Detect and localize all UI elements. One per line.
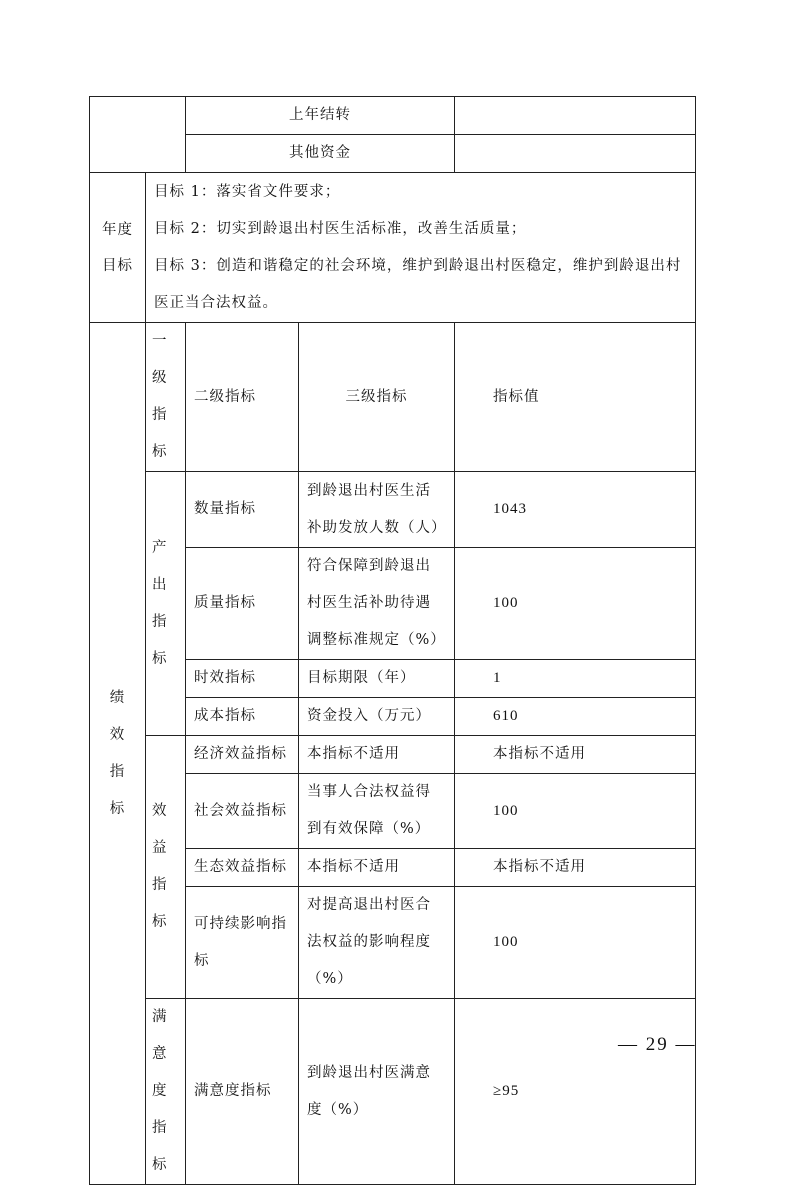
annual-goals-content [146,173,696,323]
performance-goals-table [89,96,696,1185]
header-level2: 二级指标 [186,323,299,472]
benefit-value-economic: 本指标不适用 [455,736,696,774]
benefit-level3-social: 当事人合法权益得 到有效保障（%） [299,774,455,849]
satisfaction-indicators-label: 满意 度指 标 [146,999,186,1185]
prev-year-carryover-value [455,97,696,135]
output-value-timeliness: 1 [455,660,696,698]
prev-year-carryover-label: 上年结转 [186,97,455,135]
benefit-level2-sustainable: 可持续影响指 标 [186,887,299,999]
header-level1: 一级 指标 [146,323,186,472]
other-funds-label: 其他资金 [186,135,455,173]
output-level3-cost: 资金投入（万元） [299,698,455,736]
header-value: 指标值 [455,323,696,472]
benefit-value-sustainable: 100 [455,887,696,999]
benefit-level3-ecological: 本指标不适用 [299,849,455,887]
benefit-level2-ecological: 生态效益指标 [186,849,299,887]
output-level2-quantity: 数量指标 [186,472,299,548]
benefit-value-social: 100 [455,774,696,849]
benefit-indicators-label: 效益 指标 [146,736,186,999]
benefit-value-ecological: 本指标不适用 [455,849,696,887]
output-level2-cost: 成本指标 [186,698,299,736]
output-level3-quantity: 到龄退出村医生活 补助发放人数（人） [299,472,455,548]
output-level2-timeliness: 时效指标 [186,660,299,698]
output-indicators-label: 产出 指标 [146,472,186,736]
other-funds-value [455,135,696,173]
benefit-level2-economic: 经济效益指标 [186,736,299,774]
satisfaction-value: ≥95 [455,999,696,1185]
goal-2: 目标 2：切实到龄退出村医生活标准，改善生活质量； [154,220,527,237]
page-number: — 29 — [618,1034,697,1055]
satisfaction-level2: 满意度指标 [186,999,299,1185]
output-value-quality: 100 [455,548,696,660]
goal-3-line-2: 医正当合法权益。 [154,294,278,311]
output-level3-quality: 符合保障到龄退出 村医生活补助待遇 调整标准规定（%） [299,548,455,660]
output-level3-timeliness: 目标期限（年） [299,660,455,698]
goal-1: 目标 1：落实省文件要求； [154,183,341,200]
header-level3: 三级指标 [299,323,455,472]
performance-indicators-label: 绩 效 指 标 [90,323,146,1185]
funds-blank-cell [90,97,186,173]
output-value-quantity: 1043 [455,472,696,548]
satisfaction-level3: 到龄退出村医满意 度（%） [299,999,455,1185]
benefit-level3-economic: 本指标不适用 [299,736,455,774]
annual-goals-label: 年度 目标 [90,173,146,323]
goal-3-line-1: 目标 3：创造和谐稳定的社会环境，维护到龄退出村医稳定，维护到龄退出村 [154,257,682,274]
output-value-cost: 610 [455,698,696,736]
output-level2-quality: 质量指标 [186,548,299,660]
benefit-level3-sustainable: 对提高退出村医合 法权益的影响程度 （%） [299,887,455,999]
benefit-level2-social: 社会效益指标 [186,774,299,849]
